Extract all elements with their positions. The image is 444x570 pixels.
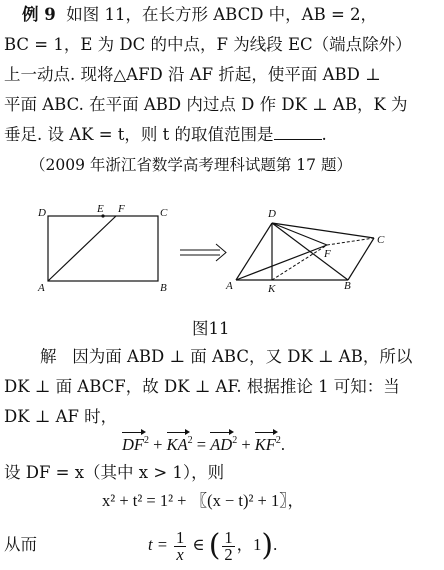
problem-text-1: 如图 11，在长方形 ABCD 中，AB = 2， bbox=[66, 5, 378, 24]
left-label-C: C bbox=[160, 207, 168, 219]
figure-left-rectangle bbox=[48, 216, 158, 281]
problem-line-1 bbox=[22, 4, 444, 26]
result-expression bbox=[148, 528, 277, 563]
interval-den: 2 bbox=[224, 544, 233, 564]
left-label-B: B bbox=[160, 282, 167, 294]
problem-line-5 bbox=[4, 124, 444, 146]
problem-text-5: 垂足. 设 AK = t，则 t 的取值范围是 bbox=[4, 125, 274, 144]
solution-text-1: 因为面 ABD ⊥ 面 ABC，又 DK ⊥ AB，所以 bbox=[72, 347, 413, 366]
equals: = bbox=[196, 435, 207, 454]
figure-right-hidden-lines bbox=[272, 238, 374, 280]
right-label-K: K bbox=[268, 283, 276, 295]
interval-tail: ，1 bbox=[236, 535, 262, 554]
exp-1: 2 bbox=[144, 435, 149, 446]
right-label-B: B bbox=[344, 280, 351, 292]
transform-arrow bbox=[180, 244, 226, 261]
figure-caption: 图11 bbox=[192, 319, 230, 338]
conclusion-label: 从而 bbox=[4, 535, 37, 554]
eq1-end: . bbox=[280, 435, 285, 454]
right-label-D: D bbox=[268, 208, 276, 220]
vector-ad: AD bbox=[210, 435, 233, 454]
fraction-num: 1 bbox=[175, 527, 185, 547]
plus-1: + bbox=[153, 435, 163, 454]
left-label-E: E bbox=[97, 203, 104, 215]
right-label-F: F bbox=[324, 248, 331, 260]
solution-line-5: 设 DF = x（其中 x > 1），则 bbox=[4, 463, 225, 482]
solution-line-1 bbox=[40, 346, 444, 368]
solution-line-3: DK ⊥ AF 时， bbox=[4, 407, 118, 426]
right-label-C: C bbox=[377, 234, 385, 246]
left-paren: ( bbox=[208, 528, 221, 564]
exp-3: 2 bbox=[232, 435, 238, 446]
right-label-A: A bbox=[226, 280, 233, 292]
algebra-equation: x² + t² = 1² + 〖(x − t)² + 1〗， bbox=[102, 491, 304, 510]
result-lhs: t = bbox=[148, 535, 168, 554]
left-label-A: A bbox=[38, 282, 45, 294]
vector-ka: KA bbox=[166, 435, 188, 454]
left-label-F: F bbox=[118, 203, 125, 215]
vector-equation bbox=[122, 434, 444, 456]
answer-blank bbox=[274, 125, 322, 140]
vector-df: DF bbox=[122, 435, 144, 454]
result-fraction bbox=[174, 527, 186, 564]
problem-line-4: 平面 ABC. 在平面 ABD 内过点 D 作 DK ⊥ AB，K 为 bbox=[4, 95, 408, 114]
interval-num: 1 bbox=[224, 527, 233, 547]
problem-label: 例 9 bbox=[22, 5, 56, 24]
plus-2: + bbox=[241, 435, 251, 454]
fraction-den: x bbox=[176, 544, 184, 564]
figure-11 bbox=[0, 200, 444, 310]
exp-4: 2 bbox=[275, 435, 281, 446]
result-end: . bbox=[273, 535, 278, 554]
interval-fraction bbox=[222, 527, 234, 564]
problem-source: （2009 年浙江省数学高考理科试题第 17 题） bbox=[30, 156, 352, 174]
solution-line-2: DK ⊥ 面 ABCF，故 DK ⊥ AF. 根据推论 1 可知：当 bbox=[4, 377, 400, 396]
element-of: ∈ bbox=[192, 535, 205, 554]
figure-right-solid bbox=[236, 223, 374, 280]
conclusion-line bbox=[4, 528, 444, 562]
right-paren: ) bbox=[261, 528, 274, 564]
solution-label: 解 bbox=[40, 347, 57, 366]
exp-2: 2 bbox=[187, 435, 193, 446]
problem-line-3: 上一动点. 现将△AFD 沿 AF 折起，使平面 ABD ⊥ bbox=[4, 65, 381, 84]
problem-text-5-end: . bbox=[321, 125, 327, 144]
left-label-D: D bbox=[38, 207, 46, 219]
problem-line-2: BC = 1，E 为 DC 的中点，F 为线段 EC（端点除外） bbox=[4, 35, 412, 54]
vector-kf: KF bbox=[254, 435, 276, 454]
